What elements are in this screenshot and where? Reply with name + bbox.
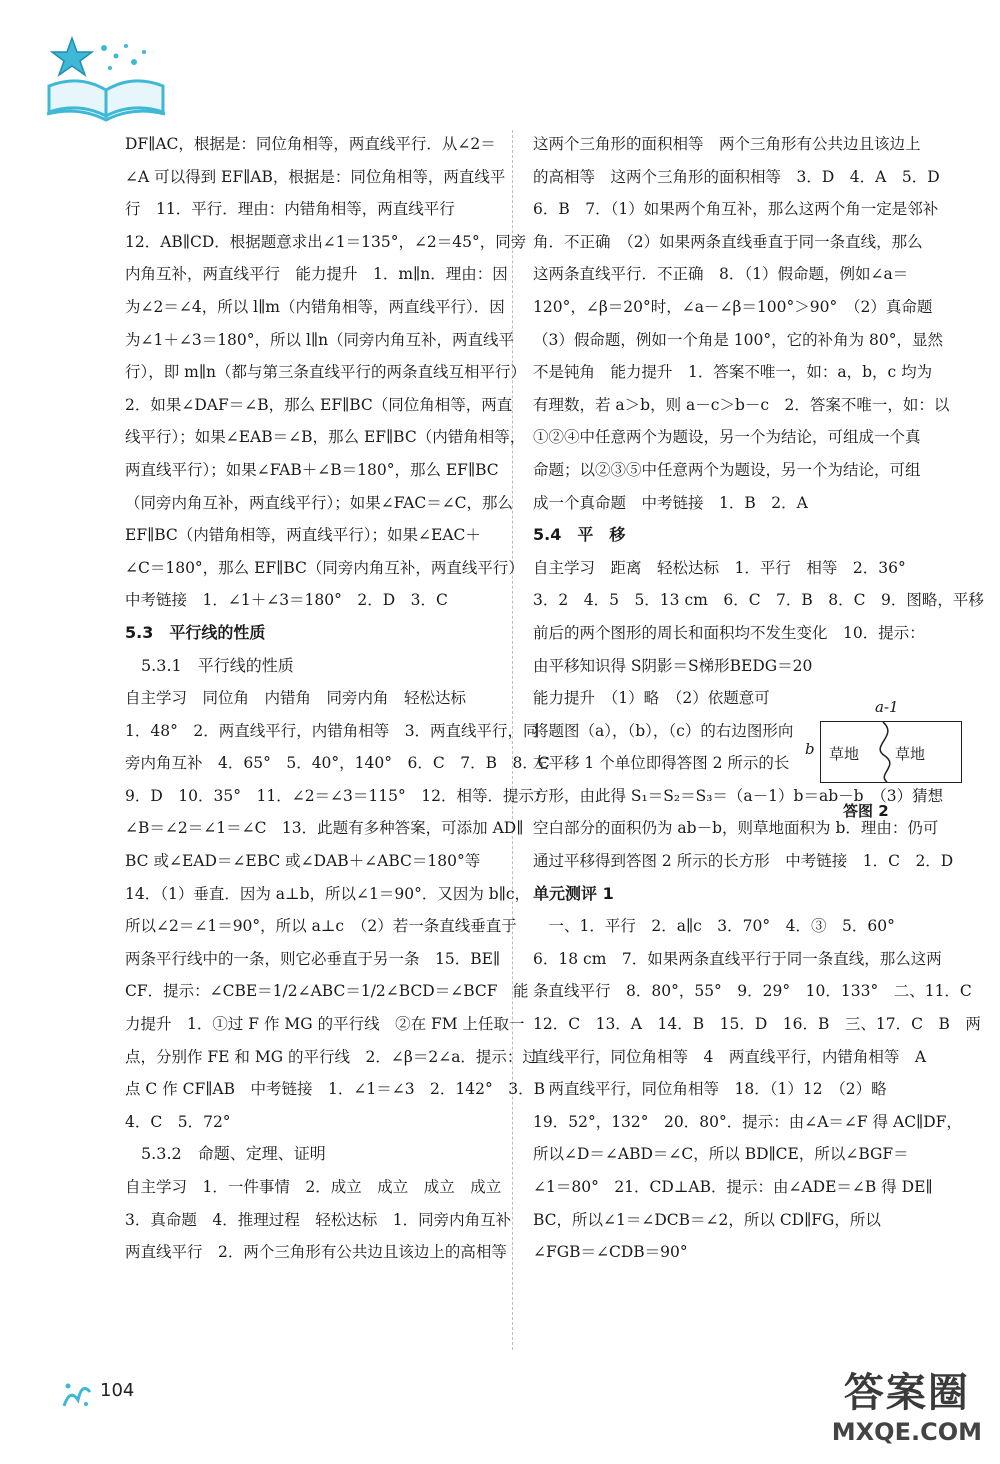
text-line: 直线平行，同位角相等 4 两直线平行，内错角相等 A — [533, 1047, 927, 1066]
text-line: 中考链接 1．∠1＋∠3＝180° 2．D 3．C — [125, 591, 448, 610]
text-line: 所以∠D＝∠ABD＝∠C，所以 BD∥CE，所以∠BGF＝ — [533, 1145, 909, 1164]
text-line: 点，分别作 FE 和 MG 的平行线 2．∠β＝2∠a．提示：过 — [125, 1047, 538, 1066]
figure-left-region-label: 草地 — [829, 745, 860, 763]
text-line: 一、1．平行 2．a∥c 3．70° 4．③ 5．60° — [533, 917, 895, 936]
left-column — [125, 128, 595, 1269]
text-line: 条直线平行 8．80°，55° 9．29° 10．133° 二、11．C — [533, 982, 972, 1001]
text-line: 点 C 作 CF∥AB 中考链接 1．∠1＝∠3 2．142° 3．B — [125, 1080, 546, 1099]
figure-right-region-label: 草地 — [895, 745, 926, 763]
text-line: ∠FGB＝∠CDB＝90° — [533, 1243, 688, 1262]
text-line: BC 或∠EAD＝∠EBC 或∠DAB＋∠ABC＝180°等 — [125, 852, 481, 871]
text-line: 为∠1＋∠3＝180°，所以 l∥n（同旁内角互补，两直线平 — [125, 330, 515, 349]
text-line: 由平移知识得 S阴影＝S梯形BEDG＝20 — [533, 656, 813, 675]
text-line: 6．B 7．（1）如果两个角互补，那么这两个角一定是邻补 — [533, 200, 939, 219]
text-line: 命题；以②③⑤中任意两个为题设，另一个为结论，可组 — [533, 460, 921, 479]
text-line: 左平移 1 个单位即得答图 2 所示的长 — [533, 754, 790, 773]
text-line: 的高相等 这两个三角形的面积相等 3．D 4．A 5．D — [533, 167, 940, 186]
text-line: 两直线平行 2．两个三角形有公共边且该边上的高相等 — [125, 1243, 507, 1262]
text-line: ∠B＝∠2＝∠1＝∠C 13．此题有多种答案，可添加 AD∥ — [125, 819, 524, 838]
watermark — [832, 1361, 982, 1446]
page-number: 104 — [100, 1380, 135, 1401]
text-line: 所以∠2＝∠1＝90°，所以 a⊥c （2）若一条直线垂直于 — [125, 917, 517, 936]
text-line: 12．C 13．A 14．B 15．D 16．B 三、17．C B 两 — [533, 1015, 981, 1034]
text-line: 前后的两个图形的周长和面积均不发生变化 10．提示： — [533, 623, 925, 642]
text-line: 将题图（a），（b），（c）的右边图形向 — [533, 721, 794, 740]
text-line: 不是钝角 能力提升 1．答案不唯一，如：a，b，c 均为 — [533, 363, 933, 382]
text-line: 4．C 5．72° — [125, 1112, 231, 1131]
text-line: 3．真命题 4．推理过程 轻松达标 1．同旁内角互补 — [125, 1210, 512, 1229]
text-line: 旁内角互补 4．65° 5．40°，140° 6．C 7．B 8．C — [125, 754, 550, 773]
section-heading: 5.3 平行线的性质 — [125, 622, 266, 642]
watermark-url: MXQE.COM — [831, 1418, 982, 1446]
subsection-heading: 5.3.2 命题、定理、证明 — [125, 1144, 326, 1164]
text-line: 线平行）；如果∠EAB＝∠B，那么 EF∥BC（内错角相等， — [125, 428, 526, 447]
section-heading: 5.4 平 移 — [533, 525, 626, 545]
text-line: 力提升 1．①过 F 作 MG 的平行线 ②在 FM 上任取一 — [125, 1015, 525, 1034]
text-line: 两条平行线中的一条，则它必垂直于另一条 15．BE∥ — [125, 949, 501, 968]
text-line: ①②④中任意两个为题设，另一个为结论，可组成一个真 — [533, 428, 921, 447]
text-line: 内角互补，两直线平行 能力提升 1．m∥n．理由：因 — [125, 265, 508, 284]
text-line: 自主学习 距离 轻松达标 1．平行 相等 2．36° — [533, 558, 906, 577]
text-line: 为∠2＝∠4，所以 l∥m（内错角相等，两直线平行）．因 — [125, 297, 505, 316]
figure-side-label: b — [805, 740, 815, 758]
text-line: 两直线平行）；如果∠FAB＋∠B＝180°，那么 EF∥BC — [125, 460, 499, 479]
text-line: ∠1＝80° 21．CD⊥AB．提示：由∠ADE＝∠B 得 DE∥ — [533, 1178, 933, 1196]
text-line: 120°，∠β＝20°时，∠a－∠β＝100°＞90° （2）真命题 — [533, 297, 933, 316]
text-line: 14．（1）垂直．因为 a⊥b，所以∠1＝90°．又因为 b∥c， — [125, 884, 531, 903]
text-line: （3）假命题，例如一个角是 100°，它的补角为 80°，显然 — [533, 330, 944, 349]
watermark-text: 答案圈 — [843, 1370, 970, 1416]
text-line: ∠C＝180°，那么 EF∥BC（同旁内角互补，两直线平行） — [125, 558, 524, 577]
text-line: 2．如果∠DAF＝∠B，那么 EF∥BC（同位角相等，两直 — [125, 395, 513, 414]
section-heading: 单元测评 1 — [533, 883, 614, 903]
figure-caption: 答图 2 — [843, 802, 889, 820]
text-line: 1．48° 2．两直线平行，内错角相等 3．两直线平行，同 — [125, 721, 539, 740]
text-line: 这两个三角形的面积相等 两个三角形有公共边且该边上 — [533, 135, 921, 153]
text-line: 行 11．平行．理由：内错角相等，两直线平行 — [125, 200, 455, 219]
text-line: 两直线平行，同位角相等 18．（1）12 （2）略 — [533, 1080, 887, 1099]
text-line: 有理数，若 a＞b，则 a－c＞b－c 2．答案不唯一，如：以 — [533, 395, 950, 414]
subsection-heading: 5.3.1 平行线的性质 — [125, 655, 294, 675]
text-line: 方形，由此得 S₁＝S₂＝S₃＝（a－1）b＝ab－b （3）猜想 — [533, 786, 944, 805]
text-line: 9．D 10．35° 11．∠2＝∠3＝115° 12．相等．提示： — [125, 786, 550, 805]
text-line: 空白部分的面积仍为 ab－b，则草地面积为 b．理由：仍可 — [533, 819, 939, 838]
text-line: 角．不正确 （2）如果两条直线垂直于同一条直线，那么 — [533, 232, 923, 251]
text-line: 通过平移得到答图 2 所示的长方形 中考链接 1．C 2．D — [533, 852, 954, 871]
answer-figure-2 — [805, 698, 980, 833]
text-line: DF∥AC，根据是：同位角相等，两直线平行．从∠2＝ — [125, 135, 496, 153]
figure-top-label: a-1 — [875, 698, 899, 716]
text-line: 19．52°，132° 20．80°．提示：由∠A＝∠F 得 AC∥DF， — [533, 1112, 962, 1131]
book-star-logo — [44, 34, 174, 128]
text-line: ∠A 可以得到 EF∥AB，根据是：同位角相等，两直线平 — [125, 167, 506, 186]
footer-splash-icon — [60, 1378, 96, 1414]
text-line: CF．提示：∠CBE＝1/2∠ABC＝1/2∠BCD＝∠BCF 能 — [125, 982, 529, 1001]
text-line: 6．18 cm 7．如果两条直线平行于同一条直线，那么这两 — [533, 949, 942, 968]
text-line: 自主学习 1．一件事情 2．成立 成立 成立 成立 — [125, 1178, 502, 1196]
text-line: 12．AB∥CD．根据题意求出∠1＝135°，∠2＝45°，同旁 — [125, 232, 527, 251]
text-line: EF∥BC（内错角相等，两直线平行）；如果∠EAC＋ — [125, 526, 481, 545]
text-line: 自主学习 同位角 内错角 同旁内角 轻松达标 — [125, 689, 467, 708]
text-line: 能力提升 （1）略 （2）依题意可 — [533, 689, 770, 708]
text-line: （同旁内角互补，两直线平行）；如果∠FAC＝∠C，那么 — [125, 493, 514, 512]
text-line: 这两条直线平行．不正确 8．（1）假命题，例如∠a＝ — [533, 265, 909, 284]
text-line: 3．2 4．5 5．13 cm 6．C 7．B 8．C 9．图略，平移 — [533, 591, 984, 610]
text-line: BC，所以∠1＝∠DCB＝∠2，所以 CD∥FG，所以 — [533, 1210, 881, 1229]
text-line: 成一个真命题 中考链接 1．B 2．A — [533, 493, 808, 512]
text-line: 行），即 m∥n（都与第三条直线平行的两条直线互相平行） — [125, 363, 527, 382]
